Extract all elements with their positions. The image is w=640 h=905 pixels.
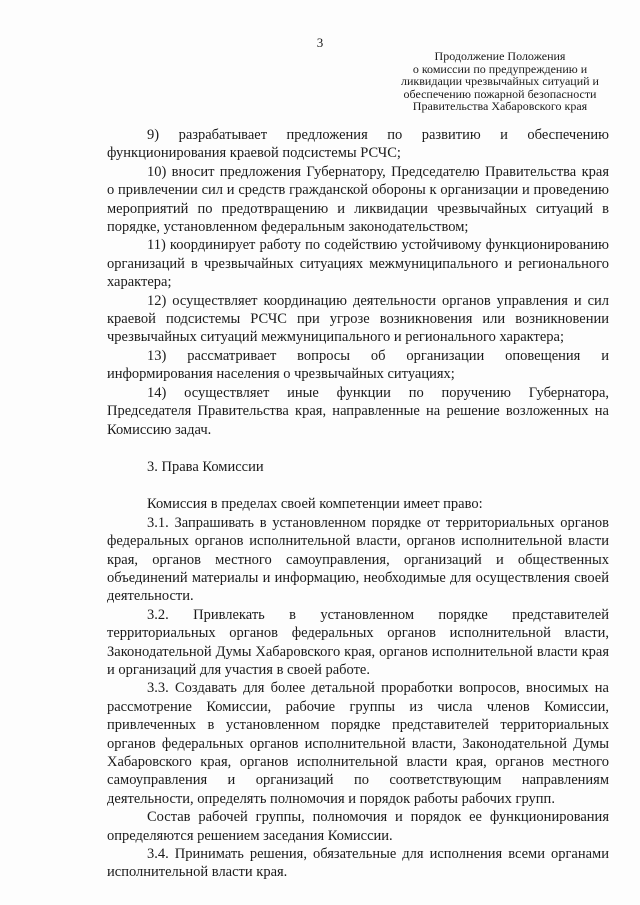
function-item-12: 12) осуществляет координацию деятельности органов управления и сил краевой подсистемы РСЧС при угрозе возникновения или возникновении чрезвычайных ситуаций межмуниципального и регионального характера; [107,292,609,346]
rights-item-3-3: 3.3. Создавать для более детальной проработки вопросов, вносимых на рассмотрение Комиссии, рабочие группы из числа членов Комиссии, привлеченных в установленном порядке представителей территориальных органов федеральных органов исполнительной власти, Законодательной Думы Хабаровского края, органов исполнительной власти края, органов местного самоуправления и организаций по соответствующим направлениям деятельности, определять полномочия и порядок работы рабочих групп. [107,680,609,807]
header-line: обеспечению пожарной безопасности [403,86,597,101]
rights-item-3-4: 3.4. Принимать решения, обязательные для исполнения всеми органами исполнительной власти края. [107,846,609,881]
header-line: Продолжение Положения [434,49,566,63]
function-item-13: 13) рассматривает вопросы об организации оповещения и информирования населения о чрезвычайных ситуациях; [107,347,609,383]
document-header [380,50,620,113]
header-line: о комиссии по предупреждению и [412,61,588,76]
rights-item-3-1: 3.1. Запрашивать в установленном порядке от территориальных органов федеральных органов исполнительной власти, органов исполнительной власти края, органов местного самоуправления, организаций и общественных объединений материалы и информацию, необходимые для осуществления своей деятельности. [107,514,609,605]
section-spacer [107,476,609,495]
function-item-11: 11) координирует работу по содействию устойчивому функционированию организаций в чрезвычайных ситуациях межмуниципального и регионального характера; [107,237,609,291]
header-line: ликвидации чрезвычайных ситуаций и [401,74,599,88]
page-number: 3 [316,35,324,50]
function-item-10: 10) вносит предложения Губернатору, Председателю Правительства края о привлечении сил и средств гражданской обороны к организации и проведению мероприятий по предотвращению и ликвидации чрезвычайных ситуаций в порядке, установленном федеральным законодательством; [107,163,609,236]
rights-item-3-3-note: Состав рабочей группы, полномочия и порядок ее функционирования определяются решением заседания Комиссии. [107,809,609,844]
rights-item-3-2: 3.2. Привлекать в установленном порядке представителей территориальных органов федеральных органов исполнительной власти, Законодательной Думы Хабаровского края, органов исполнительной власти края и организаций для участия в своей работе. [107,606,609,678]
document-body [107,126,609,882]
section-title: 3. Права Комиссии [147,458,264,475]
function-item-9: 9) разрабатывает предложения по развитию и обеспечению функционирования краевой подсистемы РСЧС; [107,127,609,162]
header-line: Правительства Хабаровского края [412,99,588,113]
section-intro: Комиссия в пределах своей компетенции имеет право: [147,496,483,513]
function-item-14: 14) осуществляет иные функции по поручению Губернатора, Председателя Правительства края, направленные на решение возложенных на Комиссию задач. [107,384,609,438]
section-spacer [107,439,609,458]
